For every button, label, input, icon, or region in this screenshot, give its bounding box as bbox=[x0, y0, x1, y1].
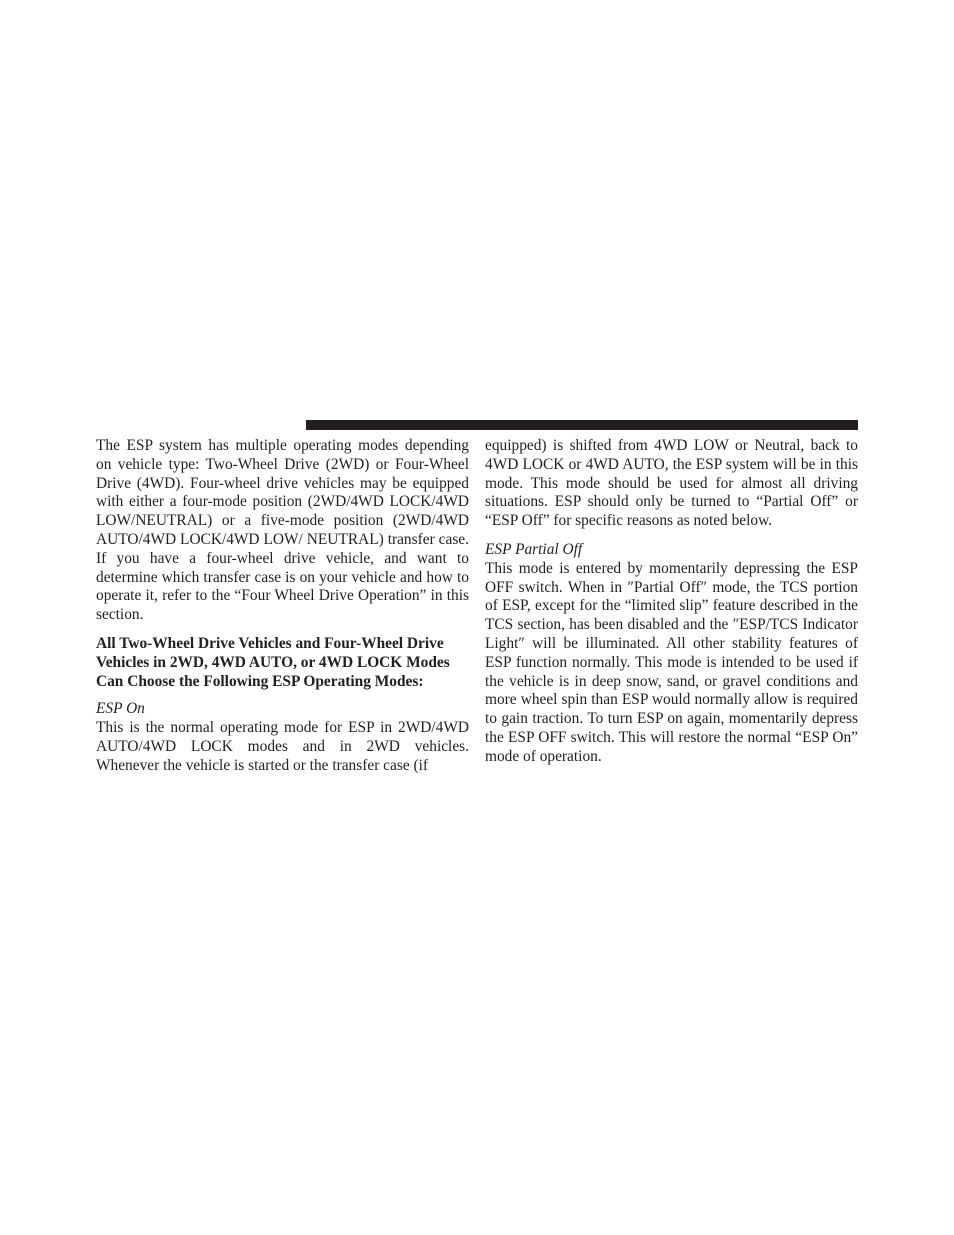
partial-off-heading: ESP Partial Off bbox=[485, 540, 583, 558]
partial-off-paragraph: This mode is entered by momentarily depressing the ESP OFF switch. When in ″Partial Off″ mode, the TCS portion of ESP, except for the “limited slip” feature described in the TCS section, has been disabled and the ″ESP/TCS Indicator Light″ will be illuminated. All other stability features of ESP function normally. This mode is intended to be used if the vehicle is in deep snow, sand, or gravel conditions and more wheel spin than ESP would normally allow is required to gain traction. To turn ESP on again, momentarily depress the ESP OFF switch. This will restore the normal “ESP On” mode of operation. bbox=[485, 559, 858, 765]
left-column bbox=[96, 437, 469, 776]
header-rule bbox=[306, 420, 858, 430]
intro-paragraph: The ESP system has multiple operating modes depending on vehicle type: Two-Wheel Drive (2WD) or Four-Wheel Drive (4WD). Four-wheel drive vehicles may be equipped with either a four-mode position (2WD/4WD LOCK/4WD LOW/NEUTRAL) or a five-mode position (2WD/4WD AUTO/4WD LOCK/4WD LOW/ NEUTRAL) transfer case. If you have a four-wheel drive vehicle, and want to determine which transfer case is on your vehicle and how to operate it, refer to the “Four Wheel Drive Operation” in this section. bbox=[96, 437, 469, 624]
right-column bbox=[485, 437, 858, 767]
esp-on-continued-paragraph: equipped) is shifted from 4WD LOW or Neutral, back to 4WD LOCK or 4WD AUTO, the ESP system will be in this mode. This mode should be used for almost all driving situations. ESP should only be turned to “Partial Off” or “ESP Off” for specific reasons as noted below. bbox=[485, 437, 858, 530]
esp-on-heading: ESP On bbox=[96, 700, 145, 718]
section-heading: All Two-Wheel Drive Vehicles and Four-Wheel Drive Vehicles in 2WD, 4WD AUTO, or 4WD LOCK Modes Can Choose the Following ESP Operating Modes: bbox=[96, 634, 450, 690]
esp-on-paragraph: This is the normal operating mode for ESP in 2WD/4WD AUTO/4WD LOCK modes and in 2WD vehicles. Whenever the vehicle is started or the transfer case (if bbox=[96, 719, 469, 774]
